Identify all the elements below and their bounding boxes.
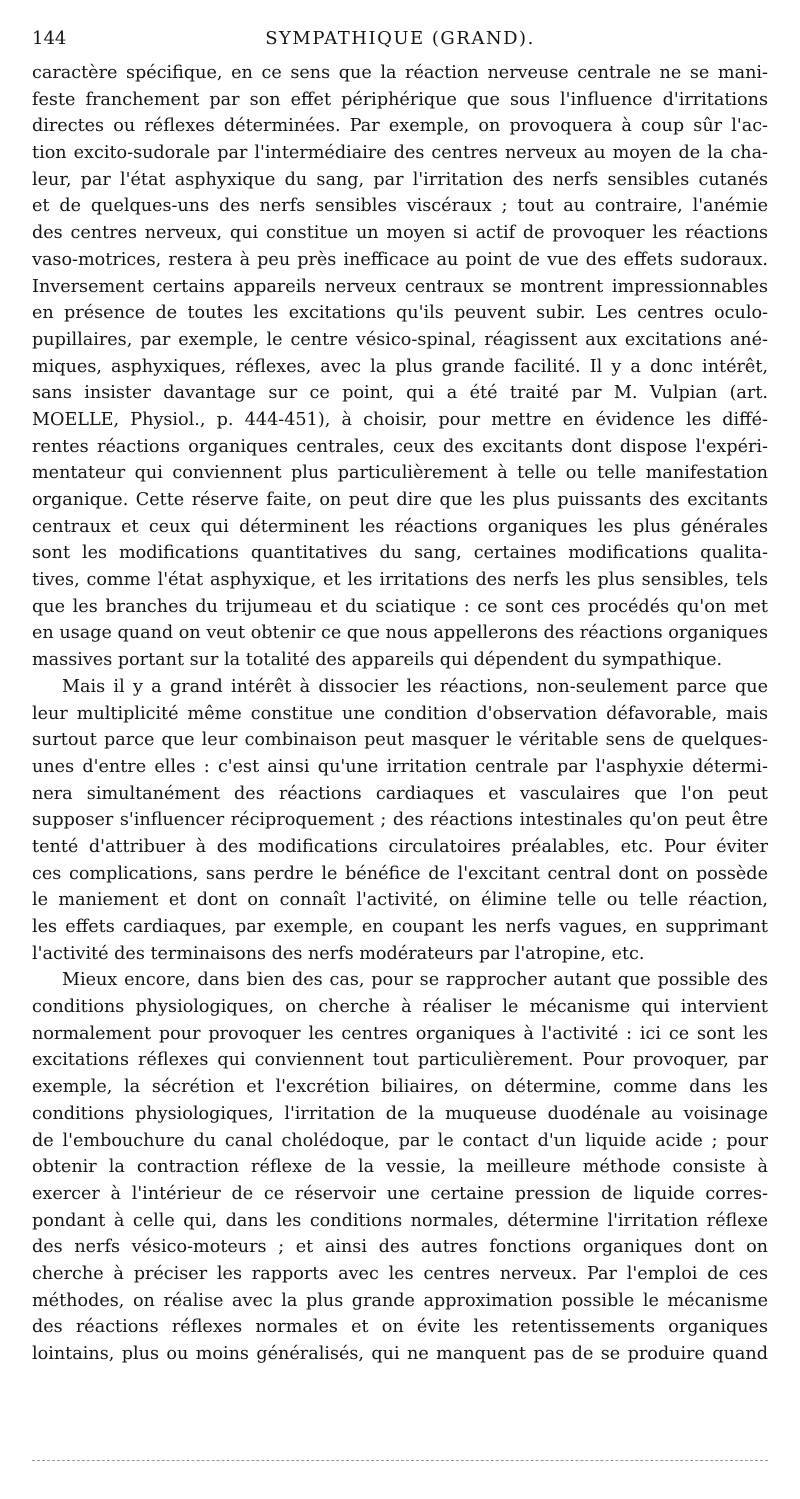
text-line: vaso-motrices, restera à peu près inefficace au point de vue des effets sudoraux. xyxy=(32,249,768,270)
text-line: sont les modifications quantitatives du sang, certaines modifications qualita- xyxy=(32,543,768,564)
running-head xyxy=(32,22,768,56)
text-line: sans insister davantage sur ce point, qui a été traité par M. Vulpian (art. xyxy=(32,383,768,404)
text-line: MOELLE, Physiol., p. 444-451), à choisir, pour mettre en évidence les diffé- xyxy=(32,409,768,430)
text-line: pondant à celle qui, dans les conditions normales, détermine l'irritation réflexe xyxy=(32,1210,768,1231)
text-line: rentes réactions organiques centrales, ceux des excitants dont dispose l'expéri- xyxy=(32,436,768,457)
body-text xyxy=(32,60,768,1368)
text-line: normalement pour provoquer les centres organiques à l'activité : ici ce sont les xyxy=(32,1023,768,1044)
text-line: méthodes, on réalise avec la plus grande approximation possible le mécanisme xyxy=(32,1290,768,1311)
text-line: en présence de toutes les excitations qu'ils peuvent subir. Les centres oculo- xyxy=(32,303,768,324)
text-line: Mais il y a grand intérêt à dissocier les réactions, non-seulement parce que xyxy=(62,676,768,697)
text-line: mentateur qui conviennent plus particulièrement à telle ou telle manifestation xyxy=(32,463,768,484)
text-line: des nerfs vésico-moteurs ; et ainsi des autres fonctions organiques dont on xyxy=(32,1237,768,1258)
text-line: et de quelques-uns des nerfs sensibles viscéraux ; tout au contraire, l'anémie xyxy=(32,196,768,217)
text-line: que les branches du trijumeau et du sciatique : ce sont ces procédés qu'on met xyxy=(32,596,768,617)
text-line: Inversement certains appareils nerveux centraux se montrent impressionnables xyxy=(32,276,768,297)
text-line: miques, asphyxiques, réflexes, avec la plus grande facilité. Il y a donc intérêt, xyxy=(32,356,768,377)
text-line: des centres nerveux, qui constitue un moyen si actif de provoquer les réactions xyxy=(32,223,768,244)
document-page xyxy=(32,22,768,1462)
text-line: en usage quand on veut obtenir ce que nous appellerons des réactions organiques xyxy=(32,623,768,644)
running-title: SYMPATHIQUE (GRAND). xyxy=(265,28,535,49)
text-line: ces complications, sans perdre le bénéfice de l'excitant central dont on possède xyxy=(32,863,768,884)
text-line: les effets cardiaques, par exemple, en coupant les nerfs vagues, en supprimant xyxy=(32,917,768,937)
text-line: de l'embouchure du canal cholédoque, par le contact d'un liquide acide ; pour xyxy=(32,1130,768,1151)
text-line: caractère spécifique, en ce sens que la réaction nerveuse centrale ne se mani- xyxy=(32,63,768,83)
text-line: tenté d'attribuer à des modifications circulatoires préalables, etc. Pour éviter xyxy=(32,836,768,857)
text-line: exercer à l'intérieur de ce réservoir une certaine pression de liquide corres- xyxy=(32,1183,768,1204)
text-line: lointains, plus ou moins généralisés, qui ne manquent pas de se produire quand xyxy=(32,1344,768,1364)
text-line: feste franchement par son effet périphérique que sous l'influence d'irritations xyxy=(32,89,768,110)
text-line: leur, par l'état asphyxique du sang, par l'irritation des nerfs sensibles cutanés xyxy=(32,169,768,190)
text-line: des réactions réflexes normales et on évite les retentissements organiques xyxy=(32,1317,768,1338)
text-line: leur multiplicité même constitue une condition d'observation défavorable, mais xyxy=(32,703,768,724)
text-line: supposer s'influencer réciproquement ; des réactions intestinales qu'on peut être xyxy=(32,810,768,831)
text-line: organique. Cette réserve faite, on peut dire que les plus puissants des excitants xyxy=(32,490,768,510)
page-number: 144 xyxy=(32,28,67,49)
text-line: excitations réflexes qui conviennent tout particulièrement. Pour provoquer, par xyxy=(32,1050,768,1071)
text-line: pupillaires, par exemple, le centre vésico-spinal, réagissent aux excitations ané- xyxy=(32,329,768,350)
bottom-rule xyxy=(32,1460,768,1461)
text-line: unes d'entre elles : c'est ainsi qu'une irritation centrale par l'asphyxie détermi- xyxy=(32,756,768,777)
text-line: surtout parce que leur combinaison peut masquer le véritable sens de quelques- xyxy=(32,730,768,751)
text-line: centraux et ceux qui déterminent les réactions organiques les plus générales xyxy=(32,516,768,537)
text-line: l'activité des terminaisons des nerfs modérateurs par l'atropine, etc. xyxy=(32,943,645,964)
text-line: conditions physiologiques, l'irritation de la muqueuse duodénale au voisinage xyxy=(32,1103,768,1124)
text-line: Mieux encore, dans bien des cas, pour se rapprocher autant que possible des xyxy=(62,970,768,991)
text-line: exemple, la sécrétion et l'excrétion biliaires, on détermine, comme dans les xyxy=(32,1077,768,1098)
text-line: tion excito-sudorale par l'intermédiaire des centres nerveux au moyen de la cha- xyxy=(32,143,768,164)
text-line: massives portant sur la totalité des appareils qui dépendent du sympathique. xyxy=(32,650,723,671)
text-line: tives, comme l'état asphyxique, et les irritations des nerfs les plus sensibles, tels xyxy=(32,570,768,591)
text-line: directes ou réflexes déterminées. Par exemple, on provoquera à coup sûr l'ac- xyxy=(32,116,768,137)
text-line: conditions physiologiques, on cherche à réaliser le mécanisme qui intervient xyxy=(32,997,768,1018)
text-line: nera simultanément des réactions cardiaques et vasculaires que l'on peut xyxy=(32,783,768,804)
text-line: le maniement et dont on connaît l'activité, on élimine telle ou telle réaction, xyxy=(32,890,768,911)
text-line: obtenir la contraction réflexe de la vessie, la meilleure méthode consiste à xyxy=(32,1157,768,1178)
text-line: cherche à préciser les rapports avec les centres nerveux. Par l'emploi de ces xyxy=(32,1263,768,1284)
